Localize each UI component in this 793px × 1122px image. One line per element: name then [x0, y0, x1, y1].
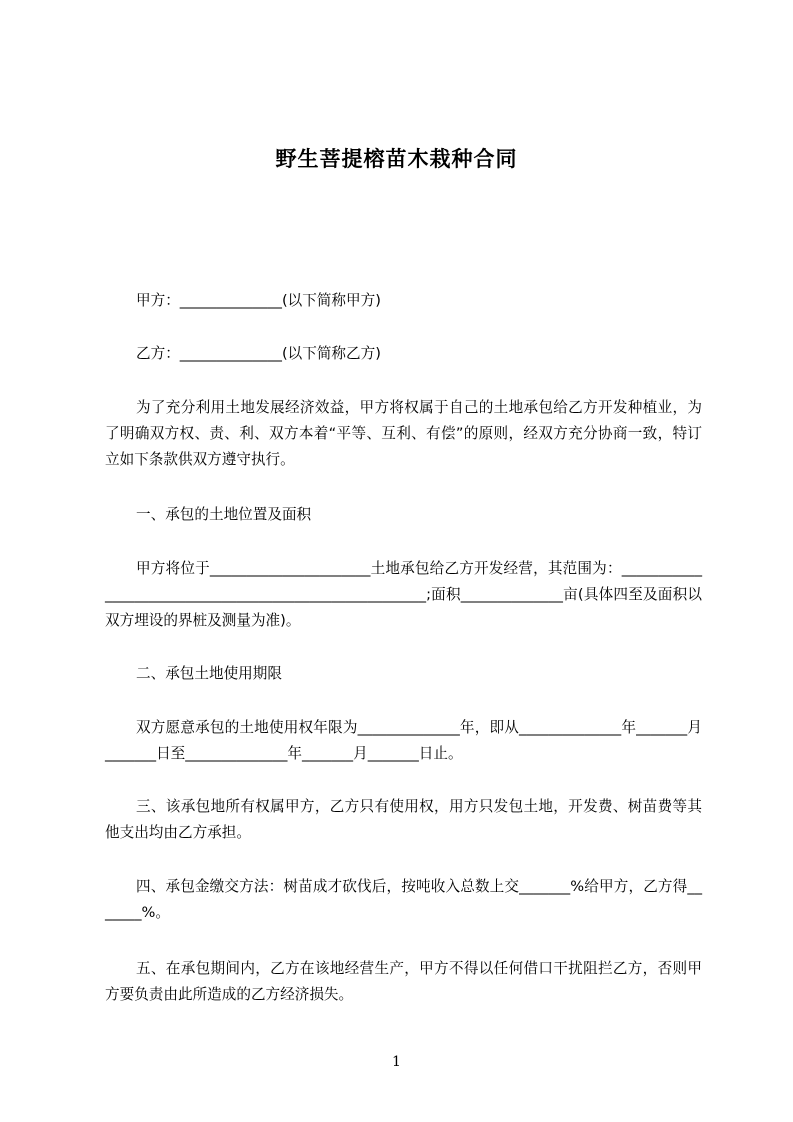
- section-1-body: 甲方将位于______________________土地承包给乙方开发经营，其范围为：_______________________________________________________;面积______________亩(具体四至及面积以双方埋设的界桩及测量为准)。: [105, 560, 702, 629]
- section-2-heading: 二、承包土地使用期限: [136, 665, 282, 682]
- document-title: 野生菩提榕苗木栽种合同: [275, 147, 518, 171]
- section-1-heading: 一、承包的土地位置及面积: [136, 506, 312, 523]
- intro-paragraph: 为了充分利用土地发展经济效益，甲方将权属于自己的土地承包给乙方开发种植业，为了明确双方权、责、利、双方本着“平等、互利、有偿”的原则，经双方充分协商一致，特订立如下条款供双方遵守执行。: [105, 399, 702, 468]
- party-a-line: 甲方：______________(以下简称甲方): [136, 292, 381, 309]
- section-3-paragraph: 三、该承包地所有权属甲方，乙方只有使用权，用方只发包土地，开发费、树苗费等其他支出均由乙方承担。: [105, 798, 702, 841]
- section-2-body: 双方愿意承包的土地使用权年限为______________年，即从______________年_______月_______日至______________年_______月_______日止。: [105, 719, 702, 762]
- page-number: 1: [392, 1054, 401, 1070]
- section-5-paragraph: 五、在承包期间内，乙方在该地经营生产，甲方不得以任何借口干扰阻拦乙方，否则甲方要负责由此所造成的乙方经济损失。: [105, 960, 702, 1003]
- section-4-paragraph: 四、承包金缴交方法：树苗成才砍伐后，按吨收入总数上交_______%给甲方，乙方得_______%。: [105, 878, 702, 921]
- party-b-line: 乙方：______________(以下简称乙方): [136, 345, 381, 362]
